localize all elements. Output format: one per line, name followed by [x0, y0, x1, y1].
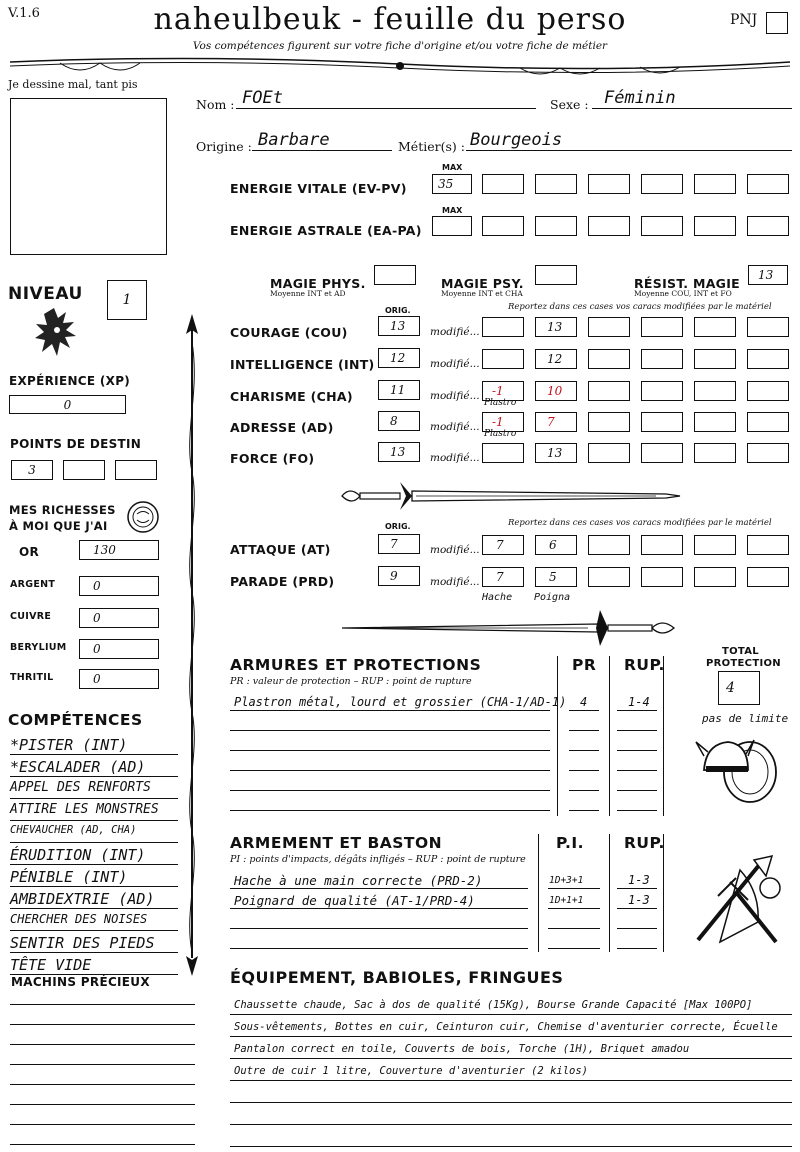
nom-label: Nom :: [196, 97, 235, 112]
combat-col-poigna: Poigna: [534, 592, 571, 603]
stat-mod-box-6[interactable]: [747, 381, 789, 401]
competence-item: ÉRUDITION (INT): [10, 846, 178, 865]
destin-value-1: 3: [28, 463, 36, 477]
arme-pi: 1D+3+1: [549, 875, 584, 886]
version-label: V.1.6: [8, 6, 40, 21]
combat-mod-value-2: 5: [549, 570, 557, 584]
metier-label: Métier(s) :: [398, 139, 465, 154]
wealth-label-berylium: BERYLIUM: [10, 642, 67, 653]
wealth-value-cuivre: 0: [93, 611, 101, 625]
armement-legend: PI : points d'impacts, dégâts infligés – RUP : point de rupture: [230, 854, 526, 865]
combat-modifie-label: modifié...: [430, 576, 480, 588]
ev-track-box-5[interactable]: [694, 174, 736, 194]
machins-line[interactable]: [10, 1052, 195, 1065]
arme-rup: 1-3: [628, 873, 650, 887]
arme-rup-line[interactable]: [617, 930, 657, 949]
richesses-label-1: MES RICHESSES: [9, 503, 116, 517]
combat-mod-value-1: 7: [496, 570, 504, 584]
stat-mod-box-5[interactable]: [694, 317, 736, 337]
combat-modifie-label: modifié...: [430, 544, 480, 556]
stat-label: INTELLIGENCE (INT): [230, 357, 375, 372]
combat-col-hache: Hache: [482, 592, 513, 603]
helmet-shield-icon: [694, 726, 780, 806]
stat-source-note: Plastro: [484, 429, 517, 439]
armures-title: ARMURES ET PROTECTIONS: [230, 656, 482, 674]
armure-pr-line[interactable]: [569, 752, 599, 771]
combat-mod-box-3[interactable]: [588, 567, 630, 587]
stat-mod-value-2: 13: [547, 320, 563, 334]
stat-mod-box-3[interactable]: [588, 412, 630, 432]
destin-box-2[interactable]: [63, 460, 105, 480]
destin-box-3[interactable]: [115, 460, 157, 480]
stat-mod-value-2: 12: [547, 352, 563, 366]
stat-mod-box-4[interactable]: [641, 443, 683, 463]
combat-orig-value: 9: [390, 569, 398, 583]
armures-divider-1: [557, 656, 558, 816]
magie-psy-note: Moyenne INT et CHA: [441, 289, 523, 298]
combat-mod-box-5[interactable]: [694, 567, 736, 587]
arme-pi-line[interactable]: [548, 910, 600, 929]
armures-pr-header: PR: [572, 656, 597, 674]
dragon-icon: [32, 304, 82, 362]
stat-modifie-label: modifié...: [430, 358, 480, 370]
armure-rup-line[interactable]: [617, 792, 657, 811]
wealth-value-argent: 0: [93, 579, 101, 593]
competence-item: TÊTE VIDE: [10, 956, 178, 975]
combat-label: ATTAQUE (AT): [230, 542, 331, 557]
stat-label: COURAGE (COU): [230, 325, 348, 340]
wealth-label-cuivre: CUIVRE: [10, 611, 52, 622]
arme-name-line[interactable]: [230, 910, 528, 929]
stat-orig-value: 13: [390, 445, 406, 459]
armement-rup-header: RUP.: [624, 834, 665, 852]
armures-divider-3: [663, 656, 664, 816]
stat-mod-box-5[interactable]: [694, 381, 736, 401]
combat-orig-value: 7: [390, 537, 398, 551]
machins-line[interactable]: [10, 1112, 195, 1125]
arme-rup-line[interactable]: [617, 910, 657, 929]
magie-phys-box[interactable]: [374, 265, 416, 285]
magie-psy-label: MAGIE PSY.: [441, 276, 524, 291]
coin-icon: [126, 500, 160, 534]
stat-modifie-label: modifié...: [430, 421, 480, 433]
competence-item: *ESCALADER (AD): [10, 758, 178, 777]
magie-psy-box[interactable]: [535, 265, 577, 285]
stat-mod-box-4[interactable]: [641, 412, 683, 432]
magie-phys-note: Moyenne INT et AD: [270, 289, 346, 298]
xp-value: 0: [63, 397, 72, 412]
nom-value: FOEt: [242, 88, 283, 108]
machins-line[interactable]: [10, 1092, 195, 1105]
stat-modifie-label: modifié...: [430, 452, 480, 464]
stats-note: Reportez dans ces cases vos caracs modifiées par le matériel: [508, 302, 772, 312]
stat-mod-box-6[interactable]: [747, 349, 789, 369]
machins-line[interactable]: [10, 1132, 195, 1145]
ea-track-box-2[interactable]: [535, 216, 577, 236]
machins-line[interactable]: [10, 1012, 195, 1025]
stat-mod-box-4[interactable]: [641, 381, 683, 401]
sword-divider-top: [336, 476, 686, 516]
resist-magie-label: RÉSIST. MAGIE: [634, 276, 741, 291]
niveau-label: NIVEAU: [8, 284, 83, 304]
equipement-title: ÉQUIPEMENT, BABIOLES, FRINGUES: [230, 968, 564, 987]
combat-mod-box-6[interactable]: [747, 567, 789, 587]
ornament-divider: [0, 52, 800, 76]
equipement-item: Chaussette chaude, Sac à dos de qualité (15Kg), Bourse Grande Capacité [Max 100PO]: [234, 999, 753, 1011]
ev-track-box-6[interactable]: [747, 174, 789, 194]
ea-max-label: MAX: [442, 206, 463, 215]
armure-pr-line[interactable]: [569, 772, 599, 791]
ev-max-value: 35: [438, 177, 454, 191]
stat-mod-box-5[interactable]: [694, 412, 736, 432]
stat-label: CHARISME (CHA): [230, 389, 353, 404]
armures-rup-header: RUP.: [624, 656, 665, 674]
stat-mod-box-6[interactable]: [747, 412, 789, 432]
stat-mod-value-1: [482, 349, 524, 369]
arme-rup: 1-3: [628, 893, 650, 907]
wealth-value-berylium: 0: [93, 642, 101, 656]
competences-title: COMPÉTENCES: [8, 711, 143, 729]
stat-mod-value-2: 13: [547, 446, 563, 460]
combat-mod-value-2: 6: [549, 538, 557, 552]
stat-mod-value-1: [482, 443, 524, 463]
machins-line[interactable]: [10, 1072, 195, 1085]
ea-track-box-4[interactable]: [641, 216, 683, 236]
armure-rup-line[interactable]: [617, 772, 657, 791]
stat-mod-box-3[interactable]: [588, 349, 630, 369]
no-limit-label: pas de limite: [702, 712, 789, 725]
combat-mod-box-6[interactable]: [747, 535, 789, 555]
competence-item: SENTIR DES PIEDS: [10, 934, 178, 953]
niveau-value: 1: [122, 292, 132, 308]
combat-mod-box-4[interactable]: [641, 535, 683, 555]
stat-modifie-label: modifié...: [430, 390, 480, 402]
ea-track-box-5[interactable]: [694, 216, 736, 236]
stat-mod-box-4[interactable]: [641, 317, 683, 337]
arme-name-line[interactable]: [230, 930, 528, 949]
armure-rup-line[interactable]: [617, 752, 657, 771]
competence-item: ATTIRE LES MONSTRES: [10, 802, 178, 821]
armure-pr-line[interactable]: [569, 792, 599, 811]
stat-mod-box-5[interactable]: [694, 443, 736, 463]
spear-divider: [180, 312, 204, 978]
ea-label: ENERGIE ASTRALE (EA-PA): [230, 223, 422, 238]
arme-pi-line[interactable]: [548, 930, 600, 949]
combat-mod-box-4[interactable]: [641, 567, 683, 587]
ea-track-box-6[interactable]: [747, 216, 789, 236]
stat-mod-box-3[interactable]: [588, 443, 630, 463]
competence-item: *PISTER (INT): [10, 736, 178, 755]
wealth-value-or: 130: [93, 543, 116, 557]
sword-divider-bottom: [338, 606, 683, 648]
stat-orig-value: 8: [390, 414, 398, 428]
stat-mod-value-2: 7: [547, 415, 555, 429]
ev-label: ENERGIE VITALE (EV-PV): [230, 181, 407, 196]
total-protection-value: 4: [726, 680, 735, 696]
richesses-label-2: À MOI QUE J'AI: [9, 519, 108, 533]
armement-divider-2: [609, 834, 610, 952]
metier-value: Bourgeois: [470, 130, 563, 150]
origine-label: Origine :: [196, 139, 252, 154]
competence-item: CHERCHER DES NOISES: [10, 912, 178, 931]
sexe-value: Féminin: [604, 88, 676, 108]
armure-name: Plastron métal, lourd et grossier (CHA-1/AD-1): [234, 695, 567, 709]
armure-name-line[interactable]: [230, 772, 550, 791]
wealth-label-argent: ARGENT: [10, 579, 56, 590]
stat-orig-value: 13: [390, 319, 406, 333]
stat-label: ADRESSE (AD): [230, 420, 334, 435]
stat-source-note: Plastro: [484, 398, 517, 408]
ev-track-box-3[interactable]: [588, 174, 630, 194]
pnj-label: PNJ: [730, 12, 758, 28]
armure-rup-line[interactable]: [617, 712, 657, 731]
ev-track-box-4[interactable]: [641, 174, 683, 194]
ea-max-box[interactable]: [432, 216, 472, 236]
total-protection-label-2: PROTECTION: [706, 658, 781, 669]
sexe-label: Sexe :: [550, 97, 589, 112]
stat-label: FORCE (FO): [230, 451, 315, 466]
combat-mod-box-5[interactable]: [694, 535, 736, 555]
weapons-icon: [690, 852, 790, 948]
resist-magie-value: 13: [758, 268, 774, 282]
machins-title: MACHINS PRÉCIEUX: [11, 975, 150, 989]
stat-mod-box-3[interactable]: [588, 381, 630, 401]
stat-mod-box-6[interactable]: [747, 443, 789, 463]
portrait-caption: Je dessine mal, tant pis: [8, 78, 138, 91]
armement-pi-header: P.I.: [556, 834, 585, 852]
armures-legend: PR : valeur de protection – RUP : point de rupture: [230, 676, 472, 687]
equipement-item: Sous-vêtements, Bottes en cuir, Ceinturon cuir, Chemise d'aventurier correcte, Écuelle: [234, 1021, 778, 1033]
ev-track-box-2[interactable]: [535, 174, 577, 194]
armure-rup-line[interactable]: [617, 732, 657, 751]
stat-mod-value-1: [482, 317, 524, 337]
armement-divider-1: [538, 834, 539, 952]
ea-track-box-1[interactable]: [482, 216, 524, 236]
machins-line[interactable]: [10, 1032, 195, 1045]
stat-orig-value: 12: [390, 351, 406, 365]
equipement-item: Pantalon correct en toile, Couverts de bois, Torche (1H), Briquet amadou: [234, 1043, 690, 1055]
ev-max-label: MAX: [442, 163, 463, 172]
stat-mod-box-6[interactable]: [747, 317, 789, 337]
armure-pr-line[interactable]: [569, 732, 599, 751]
armure-name-line[interactable]: [230, 752, 550, 771]
total-protection-label-1: TOTAL: [722, 646, 759, 657]
armement-divider-3: [663, 834, 664, 952]
stat-mod-value-2: 10: [547, 384, 563, 398]
arme-pi: 1D+1+1: [549, 895, 584, 906]
pnj-checkbox[interactable]: [766, 12, 788, 34]
armures-divider-2: [609, 656, 610, 816]
xp-label: EXPÉRIENCE (XP): [9, 374, 131, 388]
portrait-frame: [10, 98, 167, 255]
competence-item: AMBIDEXTRIE (AD): [10, 890, 178, 909]
armure-name-line[interactable]: [230, 732, 550, 751]
stat-orig-value: 11: [390, 383, 406, 397]
stat-mod-box-4[interactable]: [641, 349, 683, 369]
stats-orig-label: ORIG.: [385, 306, 411, 315]
page-title: naheulbeuk - feuille du perso: [153, 2, 627, 37]
armure-rup: 1-4: [628, 695, 650, 709]
stat-mod-box-3[interactable]: [588, 317, 630, 337]
equipement-line[interactable]: [230, 1084, 792, 1103]
competence-item: CHEVAUCHER (AD, CHA): [10, 824, 178, 843]
stat-mod-value-1: -1: [492, 415, 504, 429]
resist-magie-note: Moyenne COU, INT et FO: [634, 289, 732, 298]
competence-item: APPEL DES RENFORTS: [10, 780, 178, 799]
wealth-label-thritil: THRITIL: [10, 672, 54, 683]
stat-mod-value-1: -1: [492, 384, 504, 398]
ev-track-box-1[interactable]: [482, 174, 524, 194]
armement-title: ARMEMENT ET BASTON: [230, 834, 443, 852]
ea-track-box-3[interactable]: [588, 216, 630, 236]
equipement-item: Outre de cuir 1 litre, Couverture d'aventurier (2 kilos): [234, 1065, 589, 1077]
combat-orig-label: ORIG.: [385, 522, 411, 531]
wealth-label-or: OR: [19, 545, 40, 559]
armure-pr: 4: [580, 695, 588, 709]
arme-name: Hache à une main correcte (PRD-2): [234, 873, 483, 888]
armure-pr-line[interactable]: [569, 712, 599, 731]
origine-value: Barbare: [258, 130, 330, 150]
armure-name-line[interactable]: [230, 792, 550, 811]
equipement-line[interactable]: [230, 1128, 792, 1147]
competence-item: PÉNIBLE (INT): [10, 868, 178, 887]
combat-mod-value-1: 7: [496, 538, 504, 552]
combat-label: PARADE (PRD): [230, 574, 335, 589]
arme-name: Poignard de qualité (AT-1/PRD-4): [234, 893, 475, 908]
stat-mod-box-5[interactable]: [694, 349, 736, 369]
combat-mod-box-3[interactable]: [588, 535, 630, 555]
wealth-value-thritil: 0: [93, 672, 101, 686]
machins-line[interactable]: [10, 992, 195, 1005]
equipement-line[interactable]: [230, 1106, 792, 1125]
page-subtitle: Vos compétences figurent sur votre fiche d'origine et/ou votre fiche de métier: [192, 40, 608, 52]
armure-name-line[interactable]: [230, 712, 550, 731]
stat-modifie-label: modifié...: [430, 326, 480, 338]
combat-note: Reportez dans ces cases vos caracs modifiées par le matériel: [508, 518, 772, 528]
destin-label: POINTS DE DESTIN: [10, 437, 142, 451]
magie-phys-label: MAGIE PHYS.: [270, 276, 366, 291]
